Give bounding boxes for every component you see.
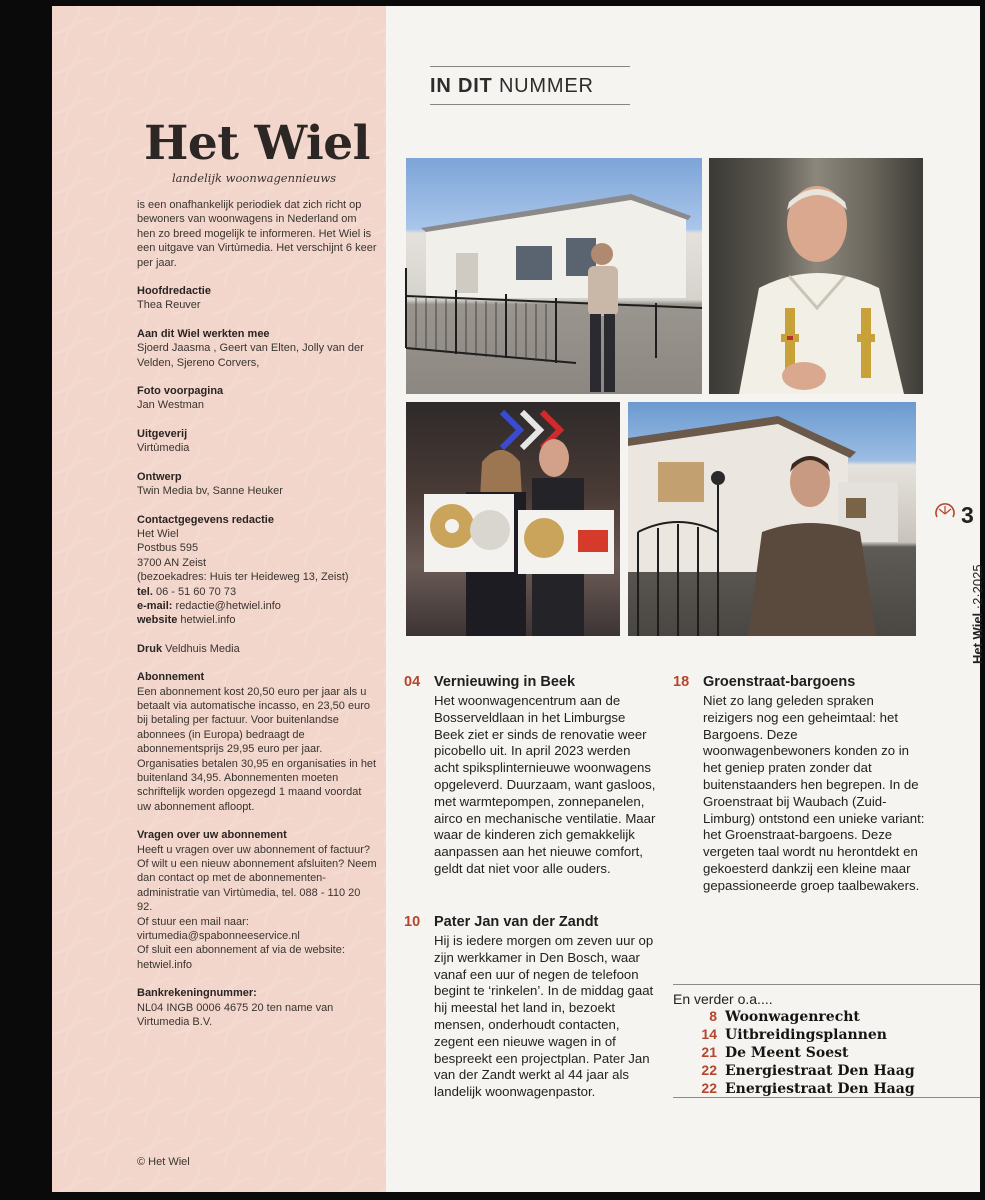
contact-label: Contactgegevens redactie [137,513,274,526]
contact-tel [137,585,377,599]
verder-item-page: 21 [701,1044,717,1060]
colophon-panel [52,6,386,1192]
uitgeverij-value: Virtùmedia [137,442,190,455]
wheel-icon [934,503,956,525]
contact-bezoekadres: (bezoekadres: Huis ter Heideweg 13, Zeist) [137,571,349,584]
verder-item-title: De Meent Soest [725,1045,849,1061]
medewerkers-value: Sjoerd Jaasma , Geert van Elten, Jolly van der Velden, Sjereno Corvers, [137,342,364,369]
article-page-pater: 10 [404,914,421,930]
verder-item-page: 8 [709,1008,717,1024]
photo-pater-jan-illustration [709,158,923,394]
abonnement-value: Een abonnement kost 20,50 euro per jaar als u betaalt via automatische incasso, en 23,50 euro bij betaling per factuur. Voor buitenlandse abonnees (in Europa) bedraagt de abonnementsprijs 29,95 euro per jaar. Organisaties betalen 30,95 en organisaties in het buitenland 34,95. Abonnementen moeten schriftelijk worden opgezegd 1 maand voordat uw abonnement afloopt. [137,685,377,813]
contact-name: Het Wiel [137,527,179,540]
hoofdredactie-value: Thea Reuver [137,299,201,312]
druk-line [137,642,377,656]
verder-item-page: 14 [701,1026,717,1042]
tel-label: tel. [137,585,153,598]
druk-label: Druk [137,642,163,655]
colophon-text [137,198,377,1030]
contact-website [137,613,377,627]
article-page-bargoens: 18 [673,674,690,690]
section-title [430,66,630,105]
contact-city: 3700 AN Zeist [137,556,207,569]
copyright: © Het Wiel [137,1156,190,1168]
photo-groenstraat-illustration [628,402,916,636]
folio-running-head [970,564,985,664]
article-title-bargoens[interactable] [673,674,855,690]
masthead-subtitle: landelijk woonwagennieuws [172,171,337,185]
photo-groenstraat [628,402,916,636]
verder-item[interactable] [673,1080,973,1098]
bank-label: Bankrekeningnummer: [137,987,257,1000]
verder-divider-bottom [673,1097,980,1098]
verder-item-title: Uitbreidingsplannen [725,1027,887,1043]
website-label: website [137,614,178,627]
vragen-web: Of sluit een abonnement af via de website: hetwiel.info [137,944,345,971]
verder-item[interactable] [673,1026,973,1044]
verder-item[interactable] [673,1044,973,1062]
article-page-beek: 04 [404,674,421,690]
abonnement-label: Abonnement [137,671,205,684]
photo-woonwagen-beek [406,158,702,394]
verder-item-title: Woonwagenrecht [725,1009,860,1025]
vragen-value: Heeft u vragen over uw abonnement of factuur? Of wilt u een nieuw abonnement afsluiten? Neem dan contact op met de abonnementen-administratie van Virtùmedia, tel. 088 - 110 20 92. [137,843,377,914]
folio-magazine: Het Wiel [970,612,985,664]
photo-record-award [406,402,620,636]
colophon-intro: is een onafhankelijk periodiek dat zich richt op bewoners van woonwagens in Nederland om hen zo breed mogelijk te informeren. Het Wiel is een uitgave van Virtùmedia. Het verschijnt 6 keer per jaar. [137,199,377,269]
photo-woonwagen-beek-illustration [406,158,702,394]
foto-label: Foto voorpagina [137,385,224,398]
verder-item[interactable] [673,1062,973,1080]
bank-value: NL04 INGB 0006 4675 20 ten name van Virtumedia B.V. [137,1001,334,1029]
ontwerp-value: Twin Media bv, Sanne Heuker [137,485,283,498]
magazine-page [52,6,985,1192]
page-number: 3 [961,502,974,528]
verder-item-title: Energiestraat Den Haag [725,1063,915,1079]
foto-value: Jan Westman [137,399,205,412]
website-value[interactable]: hetwiel.info [180,614,236,627]
vragen-label: Vragen over uw abonnement [137,829,287,842]
vragen-mail: Of stuur een mail naar: virtumedia@spabonneeservice.nl [137,915,300,943]
contact-email [137,599,377,613]
email-value[interactable]: redactie@hetwiel.info [175,599,281,612]
section-title-bold: IN DIT [430,75,493,97]
article-title-bargoens-text: Groenstraat-bargoens [703,674,856,690]
verder-item-page: 22 [701,1080,717,1096]
article-body-beek: Het woonwagencentrum aan de Bosserveldlaan in het Limburgse Beek ziet er sinds de renovatie weer picobello uit. In april 2023 werden acht spiksplinternieuwe woonwagens opgeleverd. Duurzaam, want gasloos, met warmtepompen, zonnepanelen, airco en mechanische ventilatie. Maar waar de kinderen zich gemakkelijk aanpassen aan het nieuwe comfort, geldt dat niet voor alle ouders. [434,693,656,876]
article-title-beek-text: Vernieuwing in Beek [434,674,576,690]
photo-pater-jan [709,158,923,394]
verder-list [673,1008,973,1098]
photo-record-award-illustration [406,402,620,636]
email-label: e-mail: [137,599,173,612]
hoofdredactie-label: Hoofdredactie [137,285,211,298]
section-title-rest: NUMMER [498,75,594,97]
ontwerp-label: Ontwerp [137,470,182,483]
verder-divider-top [673,984,980,985]
verder-item[interactable] [673,1008,973,1026]
contact-postbus: Postbus 595 [137,542,199,555]
medewerkers-label: Aan dit Wiel werkten mee [137,327,270,340]
uitgeverij-label: Uitgeverij [137,427,188,440]
article-body-pater: Hij is iedere morgen om zeven uur op zijn werkkamer in Den Bosch, waar vanaf een uur of negen de telefoon begint te ‘rinkelen’. In de middag gaat hij meestal het land in, bezoekt mensen, onderhoudt contacten, zegent een nieuwe wagen in of bespreekt een projectplan. Pater Jan van der Zandt werkt al 44 jaar als landelijk woonwagenpastor. [434,933,654,1100]
article-body-bargoens: Niet zo lang geleden spraken reizigers nog een geheimtaal: het Bargoens. Deze woonwagenbewoners konden zo in het geniep praten zonder dat buitenstaanders hen begrepen. In de Groenstraat bij Waubach (Zuid-Limburg) ontstond een unieke variant: het Groenstraat-bargoens. Deze vergeten taal wordt nu herontdekt en gekoesterd dankzij een kleine maar gepassioneerde groep taalbewakers. [703,693,925,893]
masthead-title: Het Wiel [144,116,370,171]
verder-item-page: 22 [701,1062,717,1078]
article-title-pater[interactable] [404,914,598,930]
article-title-beek[interactable] [404,674,575,690]
article-title-pater-text: Pater Jan van der Zandt [434,914,599,930]
tel-value: 06 - 51 60 70 73 [155,585,237,598]
verder-heading: En verder o.a.... [673,991,773,1007]
verder-item-title: Energiestraat Den Haag [725,1081,915,1097]
druk-value: Veldhuis Media [165,642,240,655]
folio-issue: ·2·2025 [970,564,985,610]
